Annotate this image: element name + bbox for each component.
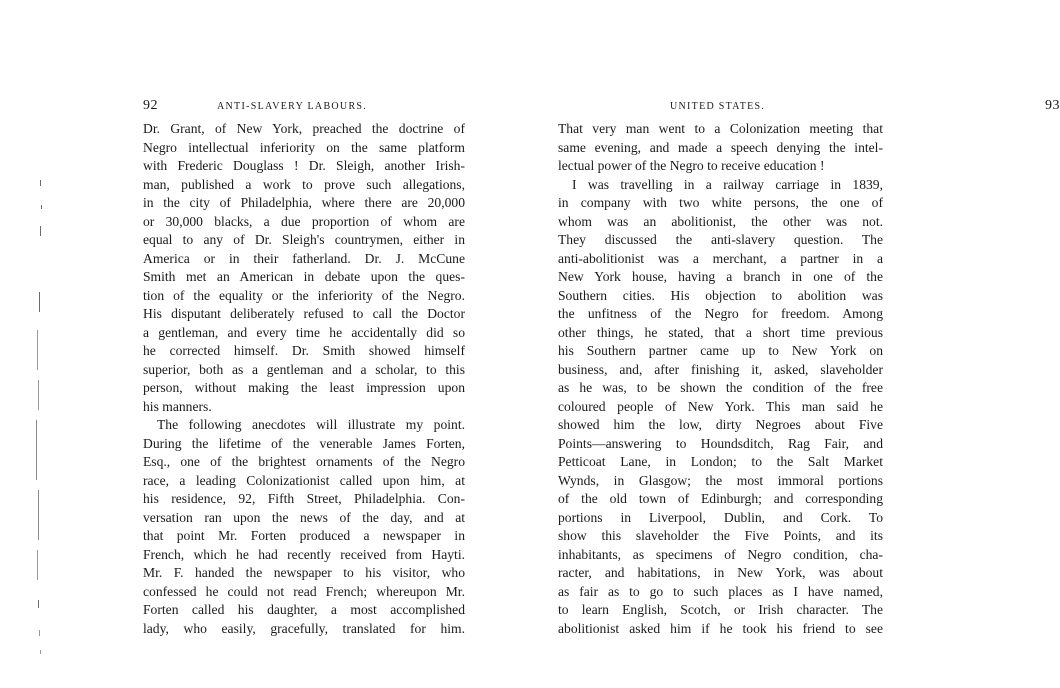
text-line: Wynds, in Glasgow; the most immoral portions [558,472,883,488]
text-line: show this slaveholder the Five Points, and its [558,528,883,543]
text-line: The following anecdotes will illustrate my point. [157,417,465,432]
text-line: to learn English, Scotch, or Irish character. The [558,602,883,617]
text-line: Esq., one of the brightest ornaments of the Negro [143,454,465,469]
page-number: 93 [1045,98,1060,113]
right-page-body [558,120,883,638]
text-line: showed him the low, dirty Negroes about Five [558,417,883,432]
text-line: racter, and habitations, in New York, was about [558,565,883,580]
right-page [490,0,1060,688]
text-line: Smith met an American in debate upon the ques- [143,269,465,284]
left-page-body [143,120,465,638]
text-line: Dr. Grant, of New York, preached the doctrine of [143,121,465,136]
text-line: They discussed the anti-slavery question. The [558,232,883,247]
text-line: confessed he could not read French; whereupon Mr. [143,583,465,599]
text-line: I was travelling in a railway carriage in 1839, [572,176,883,192]
text-line: lady, who easily, gracefully, translated for him. [143,620,465,636]
text-line: America or in their fatherland. Dr. J. McCune [143,250,465,266]
text-line: Negro intellectual inferiority on the same platform [143,139,465,155]
text-line: coloured people of New York. This man said he [558,398,883,414]
text-line: versation ran upon the news of the day, and at [143,509,465,525]
text-line: business, and, after finishing it, asked, slaveholder [558,361,883,377]
text-line: in the city of Philadelphia, where there are 20,000 [143,195,465,210]
text-line: as he was, to be shown the condition of the free [558,380,883,395]
text-line: French, which he had recently received from Hayti. [143,546,465,562]
text-line: race, a leading Colonizationist called upon him, at [143,472,465,488]
text-line: man, published a work to prove such allegations, [143,176,465,192]
text-line: Forten called his daughter, a most accomplished [143,602,465,617]
text-line: New York house, having a branch in one of the [558,269,883,284]
text-line: Mr. F. handed the newspaper to his visitor, who [143,565,465,580]
text-line: Points—answering to Houndsditch, Rag Fair, and [558,435,883,451]
text-line: Petticoat Lane, in London; to the Salt Market [558,454,883,469]
running-title: UNITED STATES. [670,101,766,112]
text-line: his residence, 92, Fifth Street, Philadelphia. Con- [143,491,465,506]
text-line: as fair as to go to such places as I have named, [558,583,883,599]
text-line: his manners. [143,398,212,414]
text-line: anti-abolitionist was a merchant, a partner in a [558,250,883,266]
running-title: ANTI-SLAVERY LABOURS. [217,101,368,112]
left-page-header [143,96,463,116]
text-line: portions in Liverpool, Dublin, and Cork. To [558,509,883,525]
text-line: inhabitants, as specimens of Negro condition, cha- [558,546,883,562]
text-line: During the lifetime of the venerable James Forten, [143,435,465,451]
text-line: Southern cities. His objection to abolition was [558,287,883,303]
text-line: of the old town of Edinburgh; and corresponding [558,491,883,506]
right-page-header [670,96,1060,116]
text-line: person, without making the least impression upon [143,380,465,395]
text-line: superior, both as a gentleman and a scholar, to this [143,361,465,377]
text-line: lectual power of the Negro to receive education ! [558,158,825,173]
text-line: whom was an abolitionist, the other was not. [558,213,883,229]
text-line: he corrected himself. Dr. Smith showed himself [143,343,465,358]
text-line: other things, he stated, that a short time previous [558,324,883,340]
text-line: abolitionist asked him if he took his friend to see [558,620,883,636]
text-line: a gentleman, and every time he accidentally did so [143,324,465,340]
text-line: with Frederic Douglass ! Dr. Sleigh, another Irish- [143,158,465,173]
text-line: equal to any of Dr. Sleigh's countrymen, either in [143,232,465,247]
text-line: his Southern partner came up to New York on [558,343,883,358]
text-line: same evening, and made a speech denying the intel- [558,139,883,155]
text-line: the unfitness of the Negro for freedom. Among [558,306,883,321]
text-line: or 30,000 blacks, a due proportion of whom are [143,213,465,229]
left-page [0,0,490,688]
text-line: tion of the equality or the inferiority of the Negro. [143,287,465,303]
text-line: that point Mr. Forten produced a newspaper in [143,528,465,543]
page-number: 92 [143,98,158,113]
text-line: in company with two white persons, the one of [558,195,883,210]
text-line: His disputant deliberately refused to call the Doctor [143,306,465,321]
text-line: That very man went to a Colonization meeting that [558,121,883,136]
